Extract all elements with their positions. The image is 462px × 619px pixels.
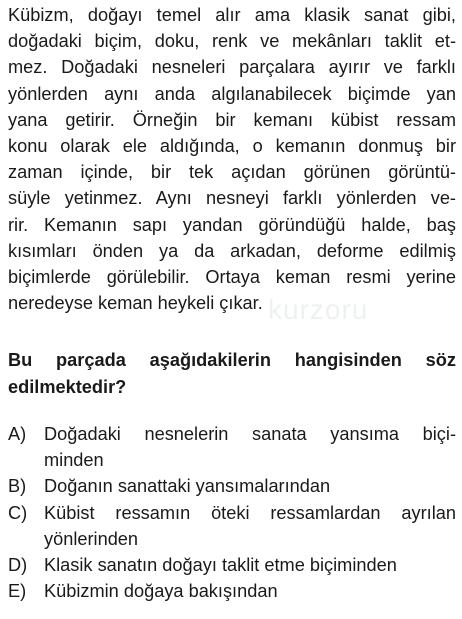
passage-line: neredeyse keman heykeli çıkar. <box>8 293 263 314</box>
option-letter: B) <box>8 476 27 497</box>
option-line: minden <box>44 450 104 471</box>
passage-line: zaman içinde, bir tek açıdan görünen görüntü- <box>8 162 456 183</box>
option-text <box>44 500 456 552</box>
option-d[interactable] <box>8 552 456 578</box>
option-a[interactable] <box>8 421 456 473</box>
answer-options <box>8 421 456 604</box>
option-letter: A) <box>8 424 27 444</box>
option-c[interactable] <box>8 500 456 552</box>
passage-line: rir. Kemanın sapı yandan göründüğü halde, baş <box>8 214 456 235</box>
passage-line: Kübizm, doğayı temel alır ama klasik sanat gibi, <box>8 5 456 25</box>
option-letter: E) <box>8 581 27 602</box>
passage-line: yönlerden aynı anda algılanabilecek biçimde yan <box>8 83 456 104</box>
option-text <box>44 421 456 473</box>
option-text <box>44 578 456 604</box>
option-letter: C) <box>8 502 28 523</box>
option-line: Kübist ressamın öteki ressamlardan ayrılan <box>44 502 456 523</box>
passage-line: yana getirir. Örneğin bir kemanı kübist ressam <box>8 109 456 130</box>
passage-line: süyle yetinmez. Aynı nesneyi farklı yönlerden ve- <box>8 188 456 209</box>
watermark: kurzoru <box>268 294 369 325</box>
passage-line: konu olarak ele aldığında, o kemanın donmuş bir <box>8 136 456 157</box>
option-letter: D) <box>8 555 28 576</box>
question-line: edilmektedir? <box>8 377 127 397</box>
reading-passage <box>8 2 456 316</box>
passage-line: doğadaki biçim, doku, renk ve mekânları taklit et- <box>8 31 456 52</box>
option-line: Klasik sanatın doğayı taklit etme biçiminden <box>44 555 397 576</box>
passage-line: kısımları önden ya da arkadan, deforme edilmiş <box>8 240 456 261</box>
option-e[interactable] <box>8 578 456 604</box>
option-text <box>44 473 456 499</box>
passage-line: biçimlerde görülebilir. Ortaya keman resmi yerine <box>8 267 456 288</box>
question-stem <box>8 347 456 401</box>
option-line: Doğanın sanattaki yansımalarından <box>44 476 331 497</box>
option-line: yönlerinden <box>44 528 139 549</box>
passage-line: mez. Doğadaki nesneleri parçalara ayırır ve farklı <box>8 57 456 78</box>
option-b[interactable] <box>8 473 456 499</box>
option-line: Doğadaki nesnelerin sanata yansıma biçi- <box>44 424 456 444</box>
option-text <box>44 552 456 578</box>
question-line: Bu parçada aşağıdakilerin hangisinden söz <box>8 350 456 370</box>
option-line: Kübizmin doğaya bakışından <box>44 581 278 602</box>
